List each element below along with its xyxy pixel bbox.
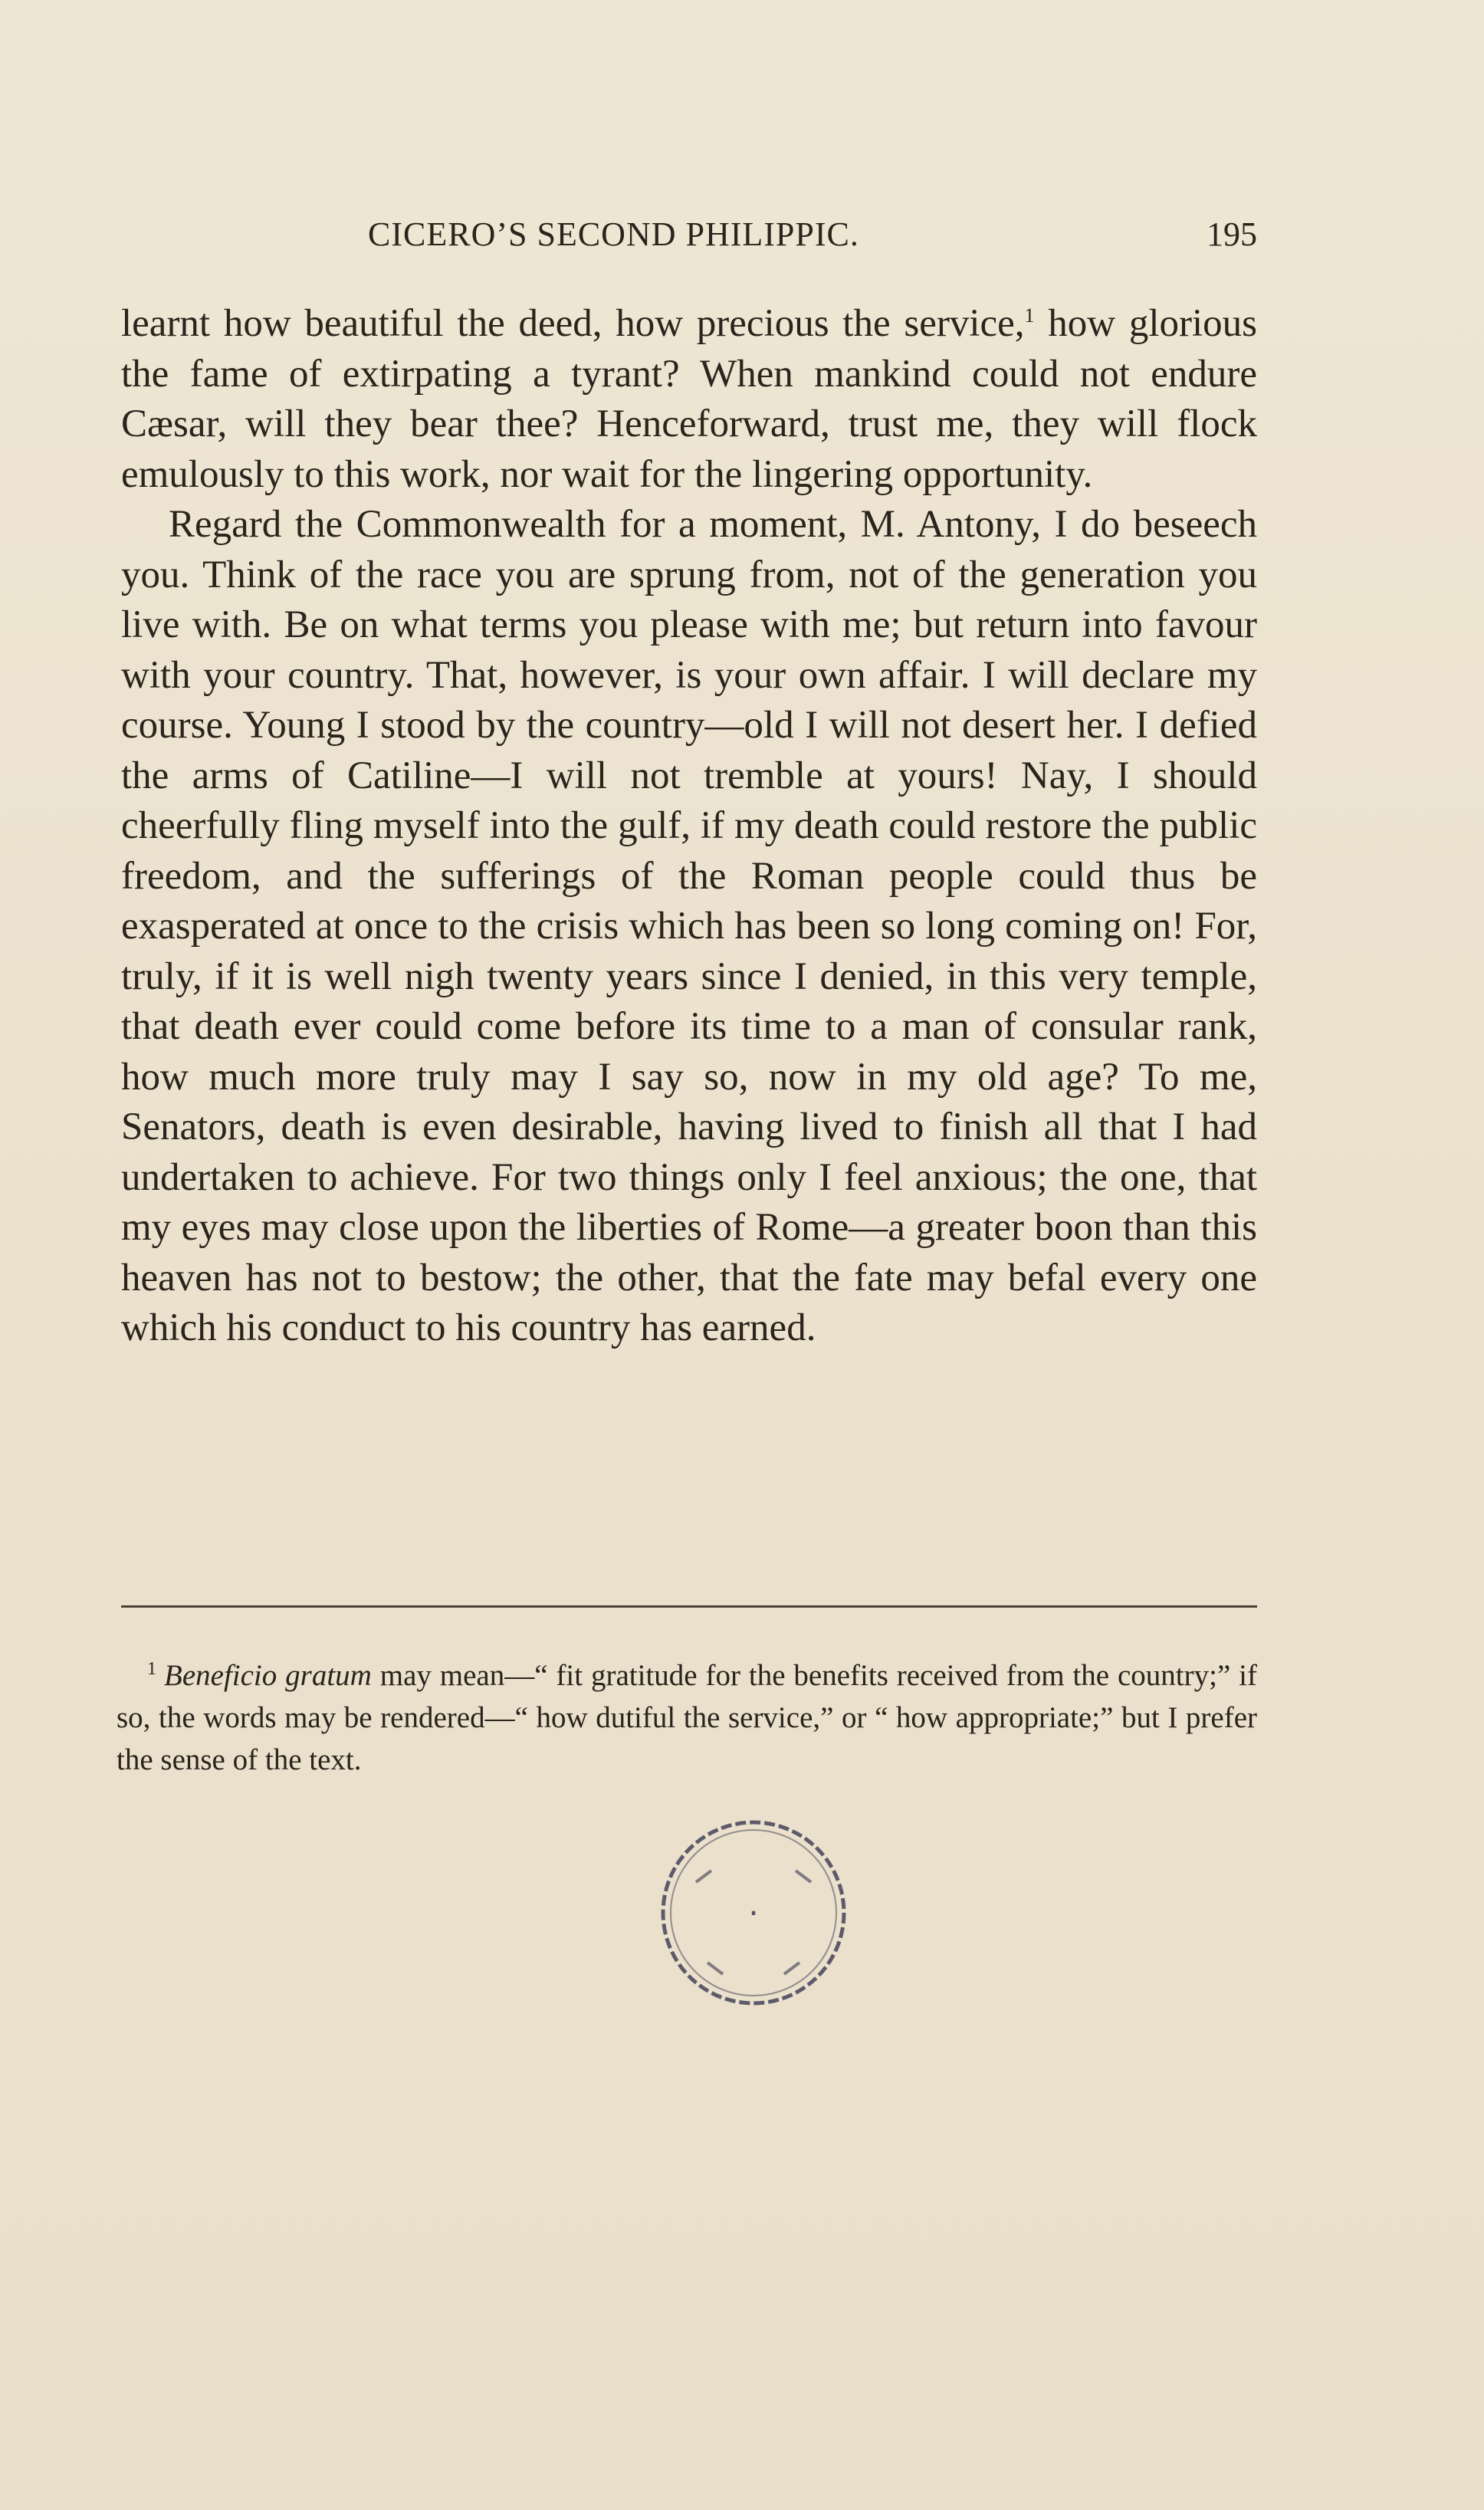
running-title: CICERO’S SECOND PHILIPPIC. bbox=[368, 215, 859, 253]
paragraph-1 bbox=[121, 299, 1257, 500]
footnote-mark: 1 bbox=[147, 1659, 156, 1679]
page-number: 195 bbox=[1207, 215, 1257, 253]
running-head bbox=[123, 215, 1257, 268]
footnote-reference: 1 bbox=[1024, 304, 1035, 327]
paragraph-1-start: learnt how beautiful the deed, how precious the service, bbox=[121, 302, 1025, 345]
footnote-text: may mean—“ fit gratitude for the benefits received from the country;” if so, the words may be rendered—“ how dutiful the service,” or “ how appropriate;” but I prefer the sense of the text. bbox=[117, 1659, 1257, 1776]
paragraph-2: Regard the Commonwealth for a moment, M. Antony, I do beseech you. Think of the race you are sprung from, not of the generation you live with. Be on what terms you please with me; but return into favour with your country. That, however, is your own affair. I will declare my course. Young I stood by the country—old I will not desert her. I defied the arms of Catiline—I will not tremble at yours! Nay, I should cheerfully fling myself into the gulf, if my death could restore the public freedom, and the sufferings of the Roman people could thus be exasperated at once to the crisis which has been so long coming on! For, truly, if it is well nigh twenty years since I denied, in this very temple, that death ever could come before its time to a man of consular rank, how much more truly may I say so, now in my old age? To me, Senators, death is even desirable, having lived to finish all that I had undertaken to achieve. For two things only I feel anxious; the one, that my eyes may close upon the liberties of Rome—a greater boon than this heaven has not to bestow; the other, that the fate may befal every one which his conduct to his country has earned. bbox=[121, 503, 1257, 1349]
main-text bbox=[121, 299, 1257, 1354]
svg-text:·: · bbox=[748, 1894, 759, 1932]
footnote-rule bbox=[121, 1605, 1257, 1608]
footnote-italic: Beneficio gratum bbox=[164, 1659, 372, 1692]
library-stamp-icon bbox=[650, 1809, 857, 2016]
footnote bbox=[117, 1654, 1257, 1781]
footnote-paragraph bbox=[117, 1654, 1257, 1781]
paragraph-1-end: how glorious the fame of extirpating a tyrant? When mankind could not endure Cæsar, will they bear thee? Henceforward, trust me, they will flock emulously to this work, nor wait for the lingering opportunity. bbox=[121, 302, 1257, 496]
stamp-graphic bbox=[650, 1809, 857, 2016]
